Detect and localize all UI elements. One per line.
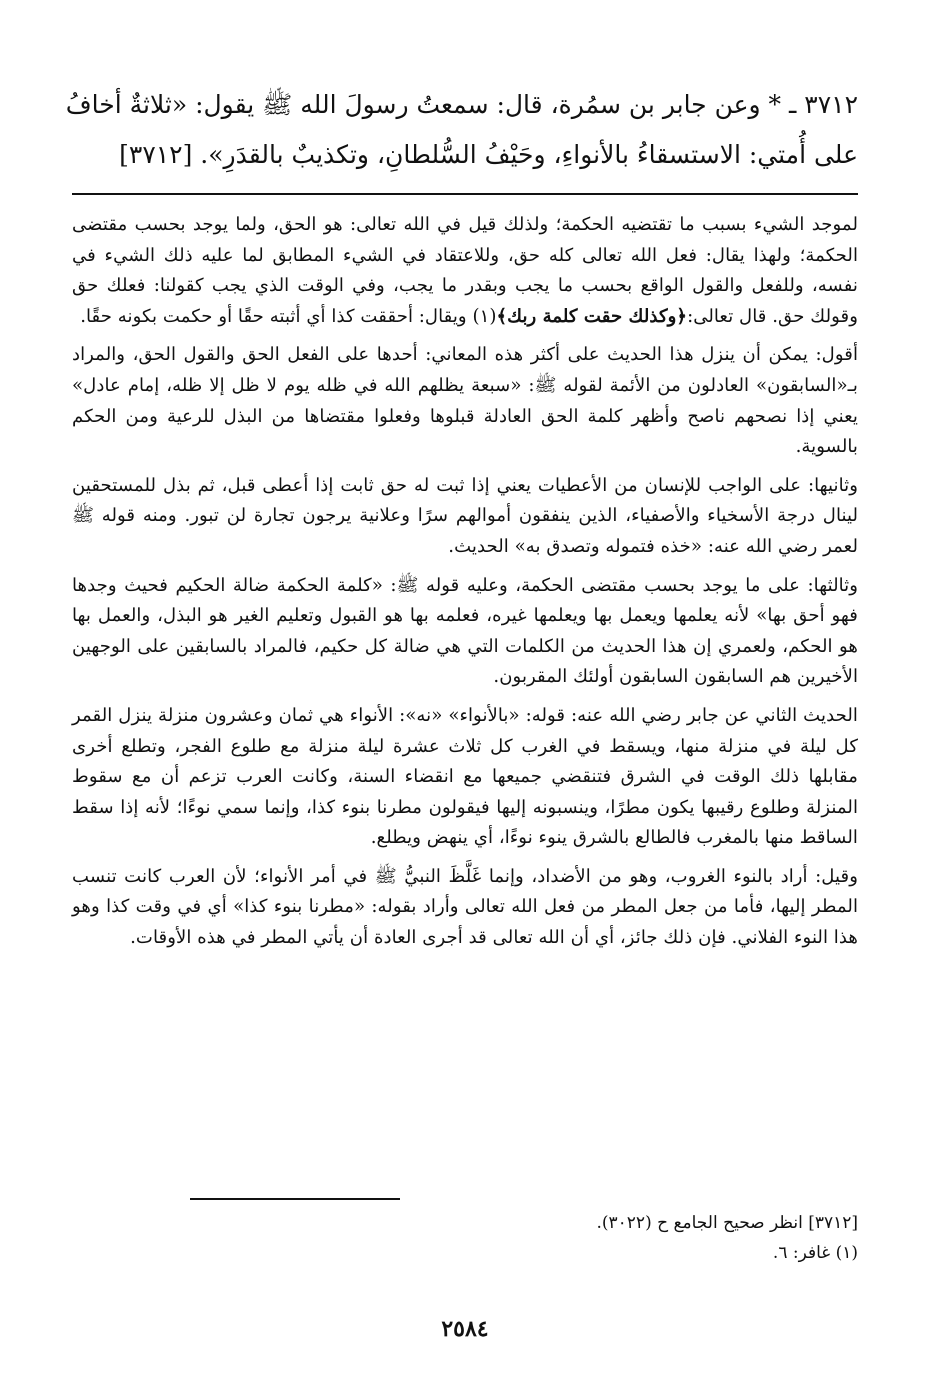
footnote-divider: [190, 1198, 400, 1200]
footnote-quran-reference: (١) غافر: ٦.: [772, 1243, 858, 1263]
hadith-line-1: ٣٧١٢ ـ * وعن جابر بن سمُرة، قال: سمعتُ رسولَ الله ﷺ يقول: «ثلاثةٌ أخافُ: [65, 90, 858, 119]
page: [65, 0, 858, 1388]
main-divider: [72, 193, 858, 195]
page-number: ٢٥٨٤: [441, 1316, 489, 1342]
commentary-paragraph-1-text: لموجد الشيء بسبب ما تقتضيه الحكمة؛ ولذلك قيل في الله تعالى: هو الحق، ولما يوجد بحسب مقتضى الحكمة؛ ولهذا يقال: فعل الله تعالى كله حق، وللاعتقاد في الشيء المطابق لما عليه ذلك الشيء في نفسه، وللفعل والقول الواقع بحسب ما يجب وبقدر ما يجب، وفي الوقت الذي يجب كقولنا: فعلك حق وقولك حق. قال تعالى:: [72, 214, 858, 327]
commentary-paragraph-1-end: (١) ويقال: أحققت كذا أي أثبته حقًا أو حكمت بكونه حقًا.: [80, 305, 497, 327]
footnote-hadith-reference: [٣٧١٢] انظر صحيح الجامع ح (٣٠٢٢).: [596, 1213, 858, 1233]
commentary-paragraph-6: وقيل: أراد بالنوء الغروب، وهو من الأضداد، وإنما غَلَّظَ النبيُّ ﷺ في أمر الأنواء؛ لأن العرب كانت تنسب المطر إليها، فأما من جعل المطر من فعل الله تعالى وأراد بقوله: «مطرنا بنوء كذا» أي في وقت كذا وهو هذا النوء الفلاني. فإن ذلك جائز، أي أن الله تعالى قد أجرى العادة أن يأتي المطر في هذه الأوقات.: [72, 865, 858, 949]
hadith-line-2: على أُمتي: الاستسقاءُ بالأنواءِ، وحَيْفُ السُّلطانِ، وتكذيبٌ بالقدَرِ». [٣٧١٢]: [119, 140, 858, 169]
footnotes: [438, 1208, 858, 1268]
commentary-paragraph-2: أقول: يمكن أن ينزل هذا الحديث على أكثر هذه المعاني: أحدها على الفعل الحق والقول الحق، والمراد بـ«السابقون» العادلون من الأئمة لقوله ﷺ: «سبعة يظلهم الله في ظله يوم لا ظل إلا ظله، إمام عادل» يعني إذا نصحهم ناصح وأظهر كلمة الحق العادلة قبلوها وفعلوا مقتضاها من البذل للرعية ومن الحكم بالسوية.: [72, 344, 858, 458]
commentary-paragraph-1: [72, 210, 858, 332]
commentary-paragraph-4: وثالثها: على ما يوجد بحسب مقتضى الحكمة، وعليه قوله ﷺ: «كلمة الحكمة ضالة الحكيم فحيث وجدها فهو أحق بها» لأنه يعلمها ويعمل بها ويعلمها غيره، فعلمه بها هو القبول وتعليم الغير هو البذل، والعمل بها هو الحكم، ولعمري إن هذا الحديث من الكلمات التي هي ضالة كل حكيم، فالمراد بالسابقين على الوجهين الأخيرين هم السابقون السابقون أولئك المقربون.: [72, 574, 858, 688]
commentary: [72, 210, 858, 962]
hadith-text: [65, 80, 858, 180]
commentary-paragraph-3: وثانيها: على الواجب للإنسان من الأعطيات يعني إذا ثبت له حق ثابت إذا أعطى قبل، ثم بذل للمستحقين لينال درجة الأسخياء والأصفياء، الذين ينفقون أموالهم سرًا وعلانية يرجون تجارة لن تبور. ومنه قوله ﷺ لعمر رضي الله عنه: «خذه فتموله وتصدق به» الحديث.: [72, 474, 858, 557]
quran-quote: ﴿وكذلك حقت كلمة ربك﴾: [496, 305, 688, 327]
commentary-paragraph-5: الحديث الثاني عن جابر رضي الله عنه: قوله: «بالأنواء» «نه»: الأنواء هي ثمان وعشرون منزلة ينزل القمر كل ليلة في منزلة منها، ويسقط في الغرب كل ثلاث عشرة ليلة منزلة مع طلوع الفجر، وتطلع أخرى مقابلها ذلك الوقت في الشرق فتنقضي جميعها مع انقضاء السنة، وكانت العرب تزعم أن مع سقوط المنزلة وطلوع رقيبها يكون مطرًا، وينسبونه إليها فيقولون مطرنا بنوء كذا، وإنما سمي نوءًا؛ لأنه إذا سقط الساقط منها بالمغرب فالطالع بالشرق ينوء نوءًا، أي ينهض ويطلع.: [72, 704, 858, 849]
